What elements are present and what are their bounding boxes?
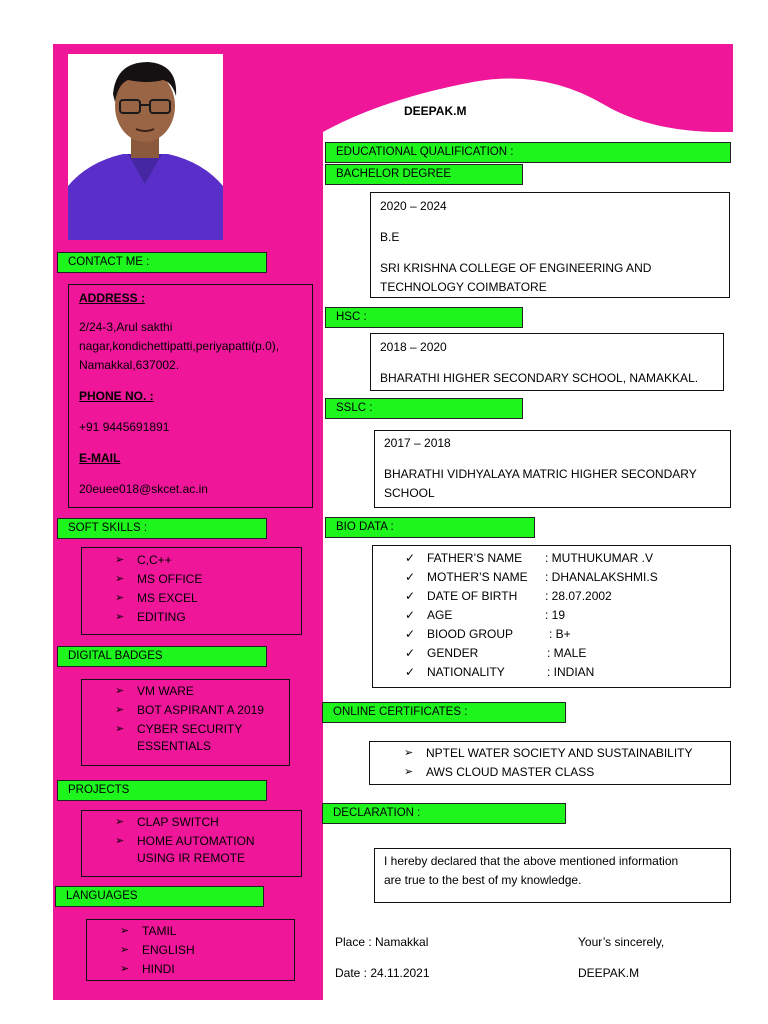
- contact-heading: CONTACT ME :: [57, 252, 267, 273]
- bio-row: [405, 625, 725, 644]
- bio-row: [405, 663, 725, 682]
- bachelor-college-cont: TECHNOLOGY COIMBATORE: [380, 280, 547, 294]
- hsc-box: [370, 333, 724, 391]
- phone-value: +91 9445691891: [79, 420, 170, 434]
- project-item: ➢ CLAP SWITCH: [115, 813, 255, 832]
- badge-item: ➢ BOT ASPIRANT A 2019: [115, 701, 264, 720]
- phone-label: PHONE NO. :: [79, 389, 154, 403]
- bio-row: [405, 587, 725, 606]
- email-label: E-MAIL: [79, 451, 121, 465]
- sslc-box: [374, 430, 731, 508]
- soft-skill-item: ➢ MS EXCEL: [115, 589, 202, 608]
- date: Date : 24.11.2021: [335, 966, 430, 980]
- project-item-continued: USING IR REMOTE: [137, 851, 246, 865]
- certificates-heading: ONLINE CERTIFICATES :: [322, 702, 566, 723]
- bio-row: [405, 568, 725, 587]
- soft-skill-item: ➢ EDITING: [115, 608, 202, 627]
- check-icon: ✓: [405, 627, 416, 641]
- hsc-years: 2018 – 2020: [380, 340, 447, 354]
- bio-value: : MALE: [547, 646, 587, 660]
- check-icon: ✓: [405, 589, 416, 603]
- header-name: DEEPAK.M: [404, 104, 467, 118]
- soft-skills-heading: SOFT SKILLS :: [57, 518, 267, 539]
- bio-value: : DHANALAKSHMI.S: [545, 570, 658, 584]
- declaration-text: I hereby declared that the above mentioned information: [384, 854, 679, 868]
- badge-item-continued: ESSENTIALS: [137, 739, 212, 753]
- sslc-years: 2017 – 2018: [384, 436, 451, 450]
- languages-box: [86, 919, 295, 981]
- check-icon: ✓: [405, 665, 416, 679]
- bio-label: GENDER: [427, 646, 479, 660]
- certificate-item: ➢ AWS CLOUD MASTER CLASS: [404, 763, 693, 782]
- languages-heading: LANGUAGES: [55, 886, 264, 907]
- check-icon: ✓: [405, 608, 416, 622]
- certificates-box: [369, 741, 731, 785]
- badge-item: ➢ VM WARE: [115, 682, 264, 701]
- language-item: ➢ ENGLISH: [120, 941, 195, 960]
- declaration-box: [374, 848, 731, 903]
- check-icon: ✓: [405, 570, 416, 584]
- address-label: ADDRESS :: [79, 291, 146, 305]
- bio-value: : INDIAN: [547, 665, 595, 679]
- hsc-heading: HSC :: [325, 307, 523, 328]
- digital-badges-box: [81, 679, 290, 766]
- soft-skills-box: [81, 547, 302, 635]
- header-wave: [323, 44, 733, 132]
- certificate-item: ➢ NPTEL WATER SOCIETY AND SUSTAINABILITY: [404, 744, 693, 763]
- sslc-heading: SSLC :: [325, 398, 523, 419]
- bio-label: MOTHER’S NAME: [427, 570, 528, 584]
- projects-box: [81, 810, 302, 877]
- signature: DEEPAK.M: [578, 966, 640, 980]
- digital-badges-heading: DIGITAL BADGES: [57, 646, 267, 667]
- education-heading: EDUCATIONAL QUALIFICATION :: [325, 142, 731, 163]
- bio-label: FATHER’S NAME: [427, 551, 523, 565]
- declaration-heading: DECLARATION :: [322, 803, 566, 824]
- hsc-school: BHARATHI HIGHER SECONDARY SCHOOL, NAMAKKAL.: [380, 371, 699, 385]
- bio-value: : 19: [545, 608, 566, 622]
- bio-row: [405, 644, 725, 663]
- declaration-text-cont: are true to the best of my knowledge.: [384, 873, 582, 887]
- address-line: Namakkal,637002.: [79, 358, 180, 372]
- email-value: 20euee018@skcet.ac.in: [79, 482, 208, 496]
- bio-label: DATE OF BIRTH: [427, 589, 518, 603]
- closing: Your’s sincerely,: [578, 935, 665, 949]
- bio-value: : MUTHUKUMAR .V: [545, 551, 653, 565]
- bio-label: AGE: [427, 608, 453, 622]
- profile-photo: [68, 54, 223, 240]
- bio-row: [405, 606, 725, 625]
- language-item: ➢ TAMIL: [120, 922, 195, 941]
- badge-item: ➢ CYBER SECURITY: [115, 720, 264, 739]
- bio-value: : B+: [549, 627, 571, 641]
- place: Place : Namakkal: [335, 935, 429, 949]
- bio-box: [372, 545, 731, 688]
- bachelor-college: SRI KRISHNA COLLEGE OF ENGINEERING AND: [380, 261, 652, 275]
- check-icon: ✓: [405, 551, 416, 565]
- bio-value: : 28.07.2002: [545, 589, 612, 603]
- soft-skill-item: ➢ MS OFFICE: [115, 570, 202, 589]
- bachelor-heading: BACHELOR DEGREE: [325, 164, 523, 185]
- bio-label: BIOOD GROUP: [427, 627, 514, 641]
- contact-box: [68, 284, 313, 508]
- sslc-school: BHARATHI VIDHYALAYA MATRIC HIGHER SECONDARY: [384, 467, 697, 481]
- bachelor-degree: B.E: [380, 230, 400, 244]
- bio-heading: BIO DATA :: [325, 517, 535, 538]
- address-line: 2/24-3,Arul sakthi: [79, 320, 173, 334]
- bio-label: NATIONALITY: [427, 665, 505, 679]
- address-line: nagar,kondichettipatti,periyapatti(p.0),: [79, 339, 280, 353]
- sslc-school-cont: SCHOOL: [384, 486, 435, 500]
- soft-skill-item: ➢ C,C++: [115, 551, 202, 570]
- language-item: ➢ HINDI: [120, 960, 195, 979]
- bachelor-box: [370, 192, 730, 298]
- check-icon: ✓: [405, 646, 416, 660]
- bachelor-years: 2020 – 2024: [380, 199, 447, 213]
- bio-row: [405, 549, 725, 568]
- projects-heading: PROJECTS: [57, 780, 267, 801]
- project-item: ➢ HOME AUTOMATION: [115, 832, 255, 851]
